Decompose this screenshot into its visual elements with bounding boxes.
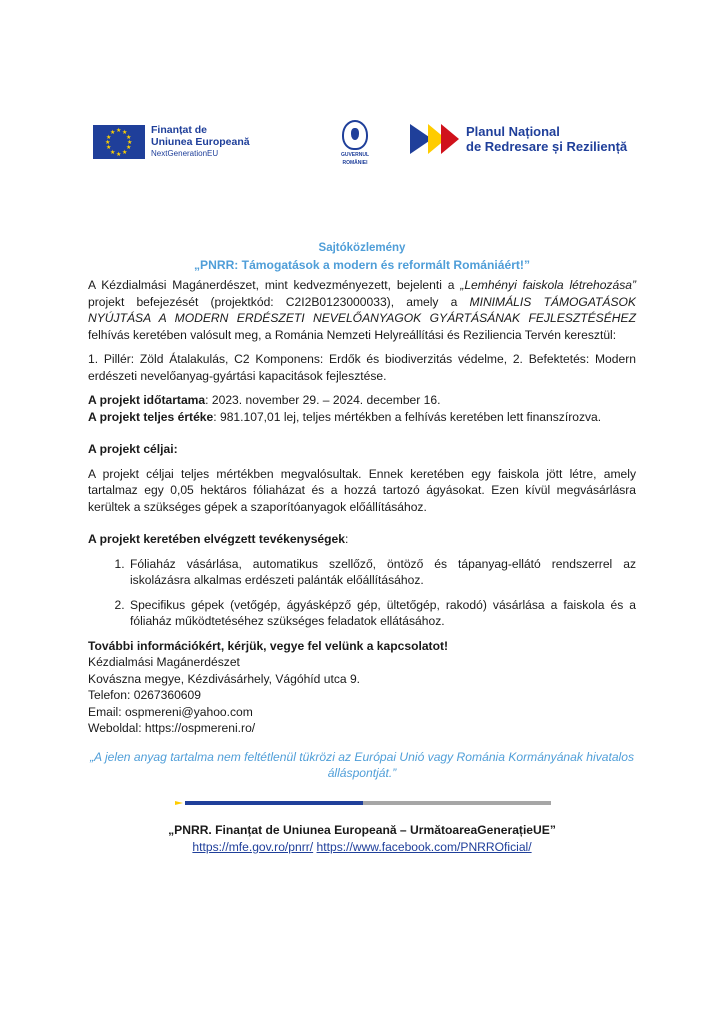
disclaimer: „A jelen anyag tartalma nem feltétlenül tükrözi az Európai Unió vagy Románia Kormányának hivatalos álláspontját.” — [89, 749, 635, 780]
duration-value: : 2023. november 29. – 2024. december 16. — [205, 393, 441, 407]
contact-address: Kovászna megye, Kézdivásárhely, Vágóhíd utca 9. — [88, 671, 361, 686]
pnrr-logo-line2: de Redresare și Reziliență — [466, 139, 628, 154]
duration-line — [88, 392, 636, 409]
contact-org: Kézdialmási Magánerdészet — [88, 655, 240, 669]
footer-links — [88, 839, 636, 856]
pnrr-logo-line1: Planul Național — [466, 124, 560, 139]
gov-logo-line1: GUVERNUL — [340, 152, 370, 158]
call-name: MINIMÁLIS TÁMOGATÁSOK NYÚJTÁSA A MODERN ERDÉSZETI NEVELŐANYAGOK GYÁRTÁSÁNAK FEJLESZTÉSÉHEZ — [88, 294, 636, 325]
list-item: 2. Specifikus gépek (vetőgép, ágyásképző gép, ültetőgép, rakodó) vásárlása a faiskola és a fóliaház működtetéséhez szükséges feladatok ellátásához. — [128, 597, 636, 630]
contact-heading: További információkért, kérjük, vegye fel velünk a kapcsolatot! — [88, 638, 449, 653]
goals-paragraph: A projekt céljai teljes mértékben megvalósultak. Ennek keretében egy faiskola jött létre, amely tartalmaz egy 0,05 hektáros fóliaházat és a hozzá tartozó ágyásokat. Ezen kívül megvásárlásra kerültek a szükséges gépek a szaporítóanyagok előállításához. — [88, 466, 636, 514]
press-release-body — [88, 240, 636, 782]
eu-logo-line1: Finanțat de — [151, 124, 208, 136]
pillar-paragraph: 1. Pillér: Zöld Átalakulás, C2 Komponens: Erdők és biodiverzitás védelme, 2. Befektetés: Modern erdészeti nevelőanyag-gyártási kapacitások fejlesztése. — [88, 352, 636, 383]
footer-slogan: „PNRR. Finanțat de Uniunea Europeană – UrmătoareaGenerațieUE” — [168, 823, 556, 837]
eu-logo-line3: NextGenerationEU — [151, 149, 219, 158]
eu-flag-icon: ★ ★ ★ ★ ★ ★ ★ ★ ★ ★ ★ ★ — [93, 125, 145, 159]
document-title: „PNRR: Támogatások a modern és reformált Romániáért!” — [193, 257, 530, 272]
eu-logo-line2: Uniunea Europeană — [151, 136, 250, 148]
value-label: A projekt teljes értéke — [88, 409, 214, 424]
coat-of-arms-icon — [342, 120, 368, 150]
divider-bar — [175, 801, 551, 805]
contact-phone: Telefon: 0267360609 — [88, 688, 201, 702]
activities-heading: A projekt keretében elvégzett tevékenységek: — [88, 532, 349, 546]
goals-heading: A projekt céljai: — [88, 442, 178, 456]
value-line — [88, 409, 636, 426]
document-label: Sajtóközlemény — [318, 242, 406, 254]
logo-bar — [0, 118, 724, 174]
activities-list — [88, 556, 636, 630]
value-value: : 981.107,01 lej, teljes mértékben a felhívás keretében lett finanszírozva. — [213, 409, 602, 424]
project-name: „Lemhényi faiskola létrehozása” — [460, 278, 636, 292]
government-logo — [338, 120, 372, 166]
eu-funding-logo — [93, 124, 250, 160]
footer — [88, 822, 636, 855]
pnrr-arrows-icon — [410, 124, 462, 154]
contact-web: Weboldal: https://ospmereni.ro/ — [88, 721, 256, 735]
pnrr-logo — [410, 124, 627, 154]
duration-label: A projekt időtartama — [88, 393, 206, 407]
facebook-link[interactable]: https://www.facebook.com/PNRROficial/ — [316, 839, 532, 854]
list-item: 1. Fóliaház vásárlása, automatikus szellőző, öntöző és tápanyag-ellátó rendszerrel az iskolázásra alkalmas erdészeti palánták előállításához. — [128, 556, 636, 589]
contact-email: Email: ospmereni@yahoo.com — [88, 704, 253, 719]
gov-logo-line2: ROMÂNIEI — [342, 160, 368, 166]
intro-paragraph: A Kézdialmási Magánerdészet, mint kedvezményezett, bejelenti a „Lemhényi faiskola létrehozása” projekt befejezését (projektkód: C2I2B0123000033), amely a MINIMÁLIS TÁMOGATÁSOK NYÚJTÁSA A MODERN ERDÉSZETI NEVELŐANYAGOK GYÁRTÁSÁNAK FEJLESZTÉSÉHEZ felhívás keretében valósult meg, a Románia Nemzeti Helyreállítási és Reziliencia Tervén keresztül: — [88, 278, 636, 342]
mfe-link[interactable]: https://mfe.gov.ro/pnrr/ — [192, 839, 314, 854]
